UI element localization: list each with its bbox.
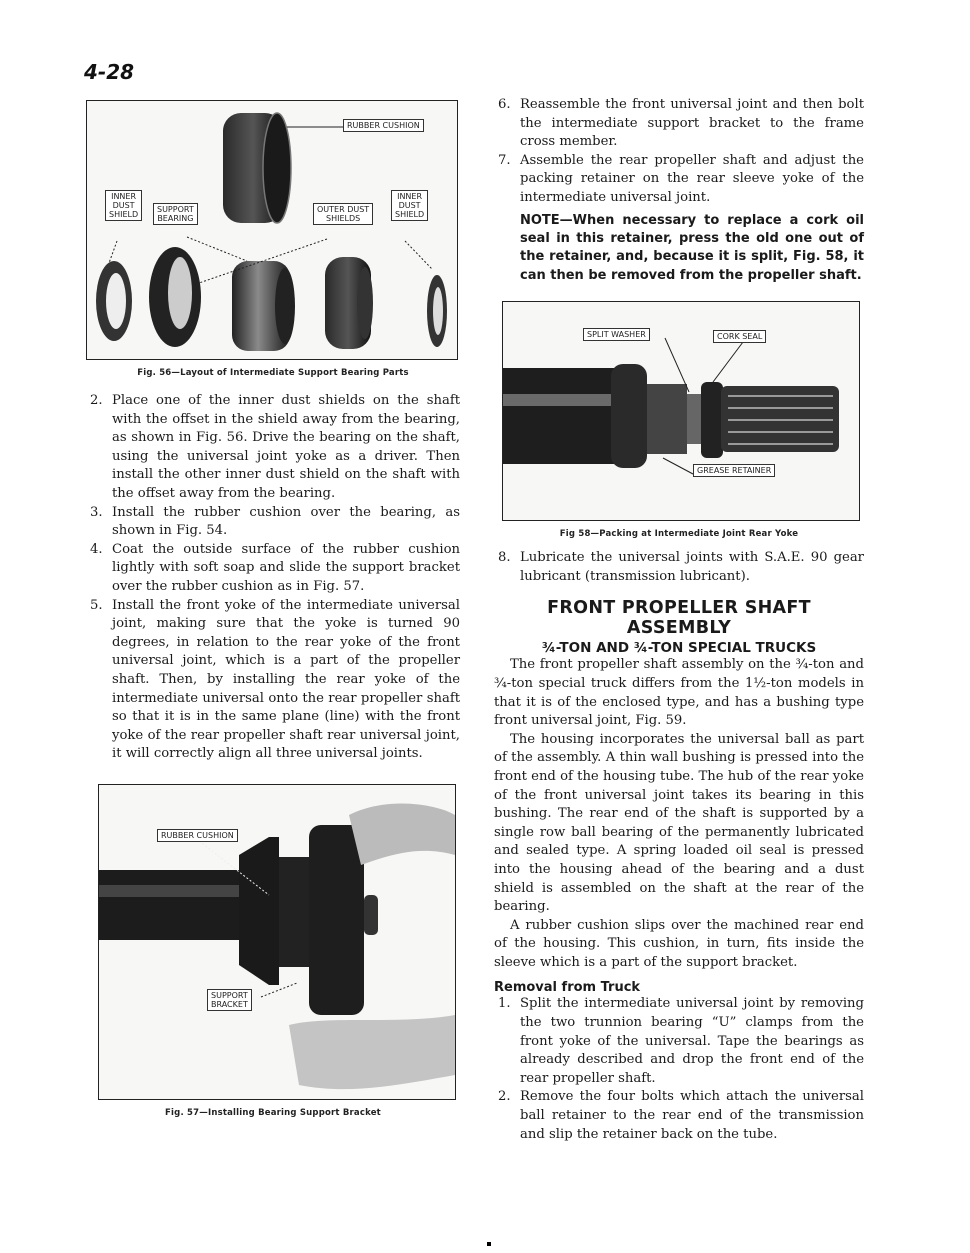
step-number: 6. (498, 97, 511, 112)
step-2 (86, 392, 460, 504)
callout-line: BRACKET (211, 999, 248, 1009)
figure-58 (502, 301, 860, 521)
removal-step-1 (494, 995, 864, 1088)
propeller-shaft (99, 870, 249, 940)
right-column (494, 96, 864, 1144)
callout-inner-dust-shield-left (105, 190, 142, 221)
outer-dust-shield-left-part (149, 247, 201, 347)
hand-bottom (289, 1015, 455, 1089)
left-column (86, 100, 460, 1118)
step-6 (494, 96, 864, 152)
callout-cork-seal: CORK SEAL (713, 330, 766, 343)
fig58-caption: Fig 58—Packing at Intermediate Joint Rear Yoke (559, 529, 799, 540)
step-text: Install the rubber cushion over the bearing, as shown in Fig. 54. (112, 504, 460, 539)
split-washer-part (687, 394, 703, 444)
support-bracket-part (309, 825, 364, 1015)
step-number: 4. (90, 541, 103, 557)
inner-dust-shield-right-part (427, 275, 447, 347)
callout-outer-dust-shields (313, 203, 373, 225)
callout-inner-dust-shield-right (391, 190, 428, 221)
figure-57 (98, 784, 456, 1100)
removal-step-2 (494, 1088, 864, 1144)
step-number: 1. (498, 996, 511, 1012)
paragraph-1: The front propeller shaft assembly on the ¾-ton and ¾-ton special truck differs from the 1½-ton models in that it is of the enclosed type, and has a bushing type front universal joint, Fig. 59. (494, 657, 864, 729)
leader-line (405, 241, 432, 269)
fig57-illustration (99, 785, 455, 1099)
figure-56 (86, 100, 458, 360)
cork-seal-part (701, 382, 723, 458)
callout-support-bearing (153, 203, 198, 225)
fig57-caption: Fig. 57—Installing Bearing Support Bracket (165, 1107, 381, 1118)
rubber-cushion-part (239, 837, 279, 985)
step-text: Install the front yoke of the intermediate universal joint, making sure that the yoke is turned 90 degrees, in relation to the rear yoke of the front universal joint, which is a part of the propeller shaft. Then, by installing the rear yoke of the intermediate universal onto the rear propeller shaft so that it is in the same plane (line) with the front yoke of the rear propeller shaft rear universal joint, it will correctly align all three universal joints. (112, 597, 460, 762)
callout-support-bracket (207, 989, 252, 1011)
step-number: 2. (498, 1089, 511, 1105)
step-number: 8. (498, 550, 511, 566)
leader-line (109, 241, 117, 263)
callout-line: SHIELD (395, 210, 425, 219)
step-text: Assemble the rear propeller shaft and adjust the packing retainer on the rear sleeve yoke of the intermediate universal joint. (520, 152, 864, 205)
callout-rubber-cushion: RUBBER CUSHION (343, 119, 424, 132)
step-text: Reassemble the front universal joint and then bolt the intermediate support bracket to the frame cross member. (520, 97, 864, 150)
leader-line (663, 458, 693, 474)
step-text: Split the intermediate universal joint by removing the two trunnion bearing “U” clamps from the front yoke of the universal. Tape the bearings as already described and drop the front end of the rear propeller shaft. (520, 996, 864, 1086)
section-subtitle: ¾-TON AND ¾-TON SPECIAL TRUCKS (541, 640, 817, 657)
callout-line: SHIELDS (325, 214, 361, 223)
fig56-caption: Fig. 56—Layout of Intermediate Support Bearing Parts (137, 368, 409, 378)
page-mark (487, 1242, 491, 1246)
callout-line: SHIELD (109, 210, 139, 219)
rubber-cushion-part (223, 113, 291, 223)
section-title: FRONT PROPELLER SHAFT ASSEMBLY (547, 598, 811, 639)
callout-line: DUST (398, 201, 421, 210)
step-7 (494, 152, 864, 208)
fig56-illustration (87, 101, 457, 359)
step-text: Remove the four bolts which attach the universal ball retainer to the rear end of the transmission and slip the retainer back on the tube. (520, 1089, 864, 1142)
callout-split-washer: SPLIT WASHER (583, 328, 650, 341)
callout-line: DUST (112, 201, 135, 210)
step-number: 2. (90, 393, 103, 408)
step-5 (86, 597, 460, 764)
step-text: Coat the outside surface of the rubber cushion lightly with soft soap and slide the support bracket over the rubber cushion as in Fig. 57. (112, 541, 460, 594)
callout-line: SUPPORT (157, 205, 194, 214)
callout-rubber-cushion: RUBBER CUSHION (157, 829, 238, 842)
leader-line (261, 983, 297, 997)
step-4 (86, 541, 460, 597)
callout-grease-retainer: GREASE RETAINER (693, 464, 775, 477)
paragraph-2: The housing incorporates the universal ball as part of the assembly. A thin wall bushing is pressed into the front end of the housing tube. The hub of the rear yoke of the front universal joint takes its bearing in this bushing. The rear end of the shaft is supported by a single row ball bearing of the permanently lubricated and sealed type. A spring loaded oil seal is pressed into the housing ahead of the bearing and a dust shield is assembled on the shaft at the rear of the bearing. (494, 731, 864, 915)
note-cork-seal: NOTE—When necessary to replace a cork oil seal in this retainer, press the old one out of the retainer, and, because it is split, Fig. 58, it can then be removed from the propeller shaft. (520, 212, 864, 283)
fig58-illustration (503, 302, 859, 520)
leader-line (187, 237, 247, 261)
callout-line: INNER (111, 192, 137, 201)
inner-dust-shield-left-part (96, 261, 132, 341)
page-number: 4-28 (84, 60, 135, 84)
step-number: 5. (90, 597, 103, 613)
callout-line: SUPPORT (211, 990, 248, 1000)
hand-top (349, 803, 455, 865)
leader-line (713, 342, 743, 382)
step-number: 3. (90, 504, 103, 520)
step-number: 7. (498, 152, 511, 168)
callout-line: OUTER DUST (317, 205, 370, 214)
outer-dust-shield-right-part (325, 257, 373, 349)
step-3 (86, 504, 460, 541)
support-bearing-part (232, 261, 295, 351)
left-steps (86, 392, 460, 764)
paragraph-3: A rubber cushion slips over the machined rear end of the housing. This cushion, in turn, fits inside the sleeve which is a part of the support bracket. (494, 917, 864, 970)
step-text: Lubricate the universal joints with S.A.E. 90 gear lubricant (transmission lubricant). (520, 550, 864, 584)
grease-retainer-part (647, 384, 687, 454)
leader-line (665, 338, 689, 392)
removal-heading: Removal from Truck (494, 980, 641, 996)
callout-line: BEARING (157, 214, 194, 223)
callout-line: INNER (397, 192, 423, 201)
step-8 (494, 549, 864, 586)
step-text: Place one of the inner dust shields on the shaft with the offset in the shield away from the bearing, as shown in Fig. 56. Drive the bearing on the shaft, using the universal joint yoke as a driver. Then install the other inner dust shield on the shaft with the offset away from the bearing. (112, 393, 460, 501)
